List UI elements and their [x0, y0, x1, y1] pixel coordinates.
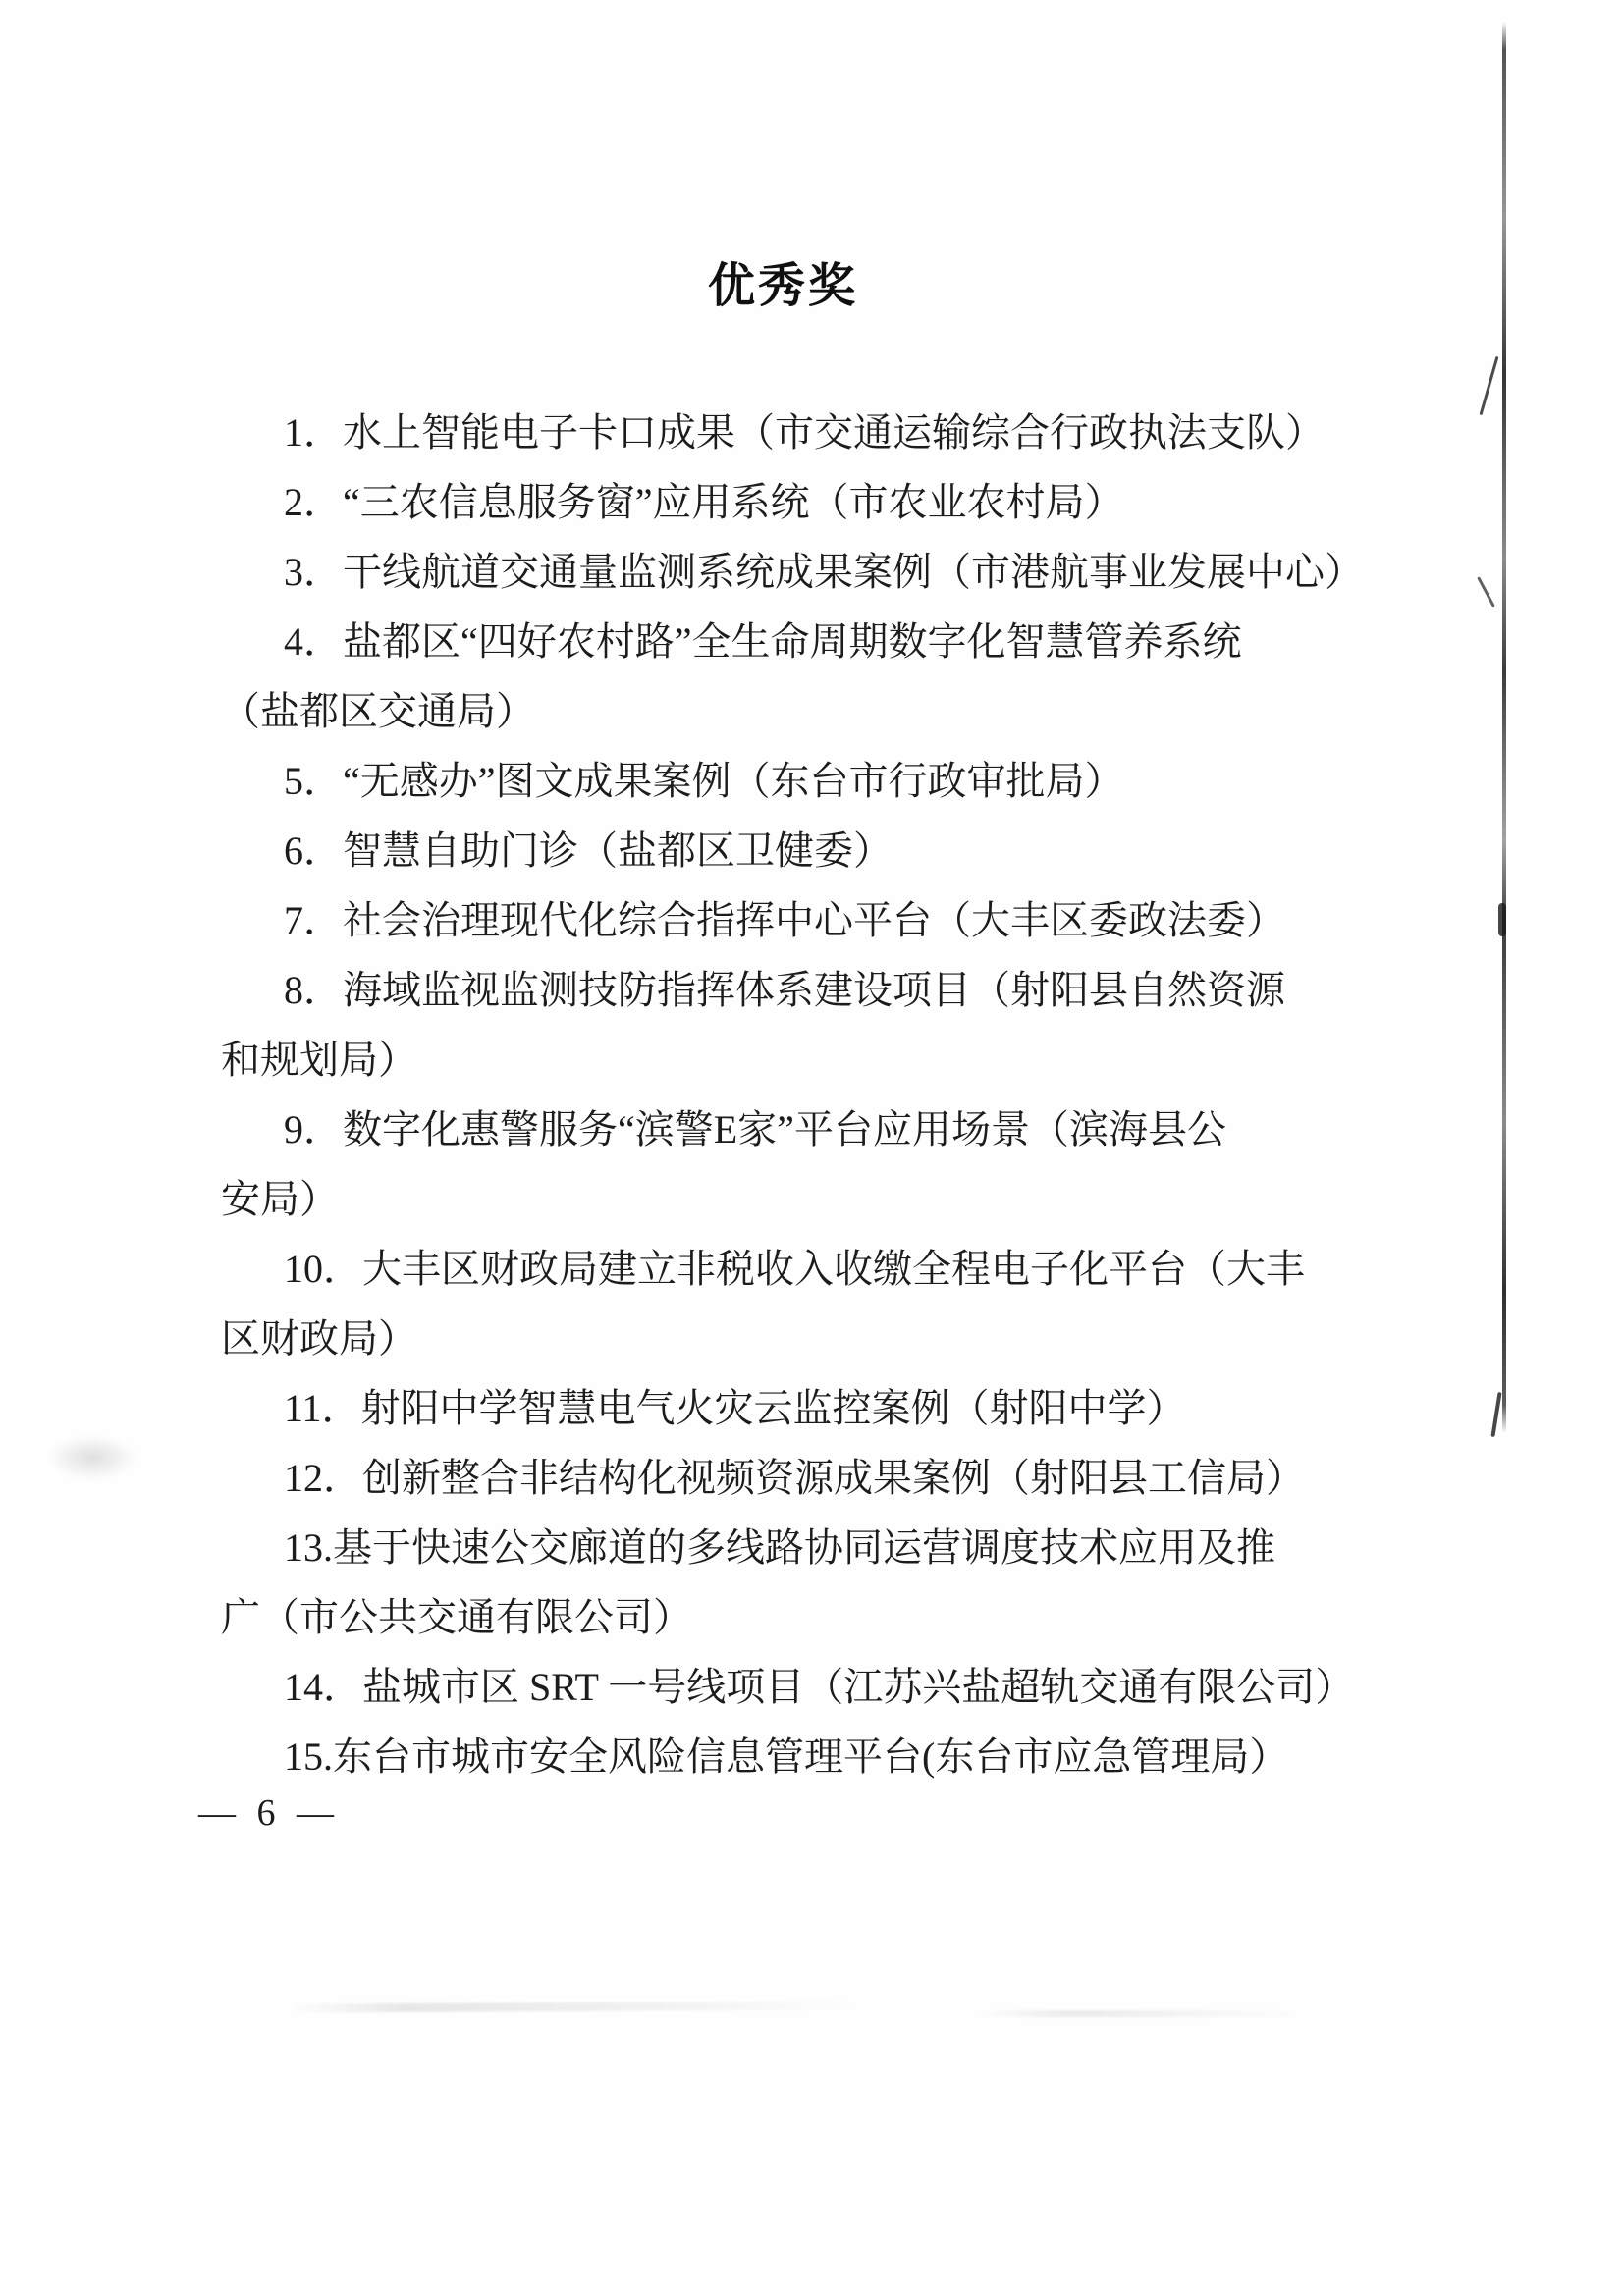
list-item [221, 1095, 1360, 1234]
list-item [221, 1513, 1360, 1652]
list-item-line: 10．大丰区财政局建立非税收入收缴全程电子化平台（大丰 [284, 1247, 1305, 1291]
scan-artifact-smudge [47, 1435, 137, 1480]
page-number: — 6 — [198, 1792, 340, 1834]
scan-artifact-hook [1490, 1392, 1501, 1437]
list-item [221, 885, 1360, 955]
list-item-line: 3．干线航道交通量监测系统成果案例（市港航事业发展中心） [284, 550, 1364, 594]
list-item-line: 4．盐都区“四好农村路”全生命周期数字化智慧管养系统 [284, 619, 1242, 664]
award-list [221, 398, 1364, 1791]
scan-artifact-vertical-scratch [1502, 22, 1506, 1433]
list-item [221, 816, 1360, 885]
list-item [221, 1373, 1360, 1443]
scan-artifact-tick [1477, 576, 1495, 607]
list-item [221, 398, 1360, 467]
list-item [221, 955, 1360, 1095]
list-item-line: 6．智慧自助门诊（盐都区卫健委） [284, 828, 893, 873]
list-item [221, 607, 1360, 746]
list-item [221, 1443, 1360, 1513]
list-item [221, 1652, 1360, 1722]
scan-artifact-zigzag [1480, 356, 1499, 415]
list-item-line: 8．海域监视监测技防指挥体系建设项目（射阳县自然资源 [284, 968, 1285, 1012]
list-item-line: 13.基于快速公交廊道的多线路协同运营调度技术应用及推 [284, 1525, 1275, 1570]
list-item [221, 1722, 1360, 1791]
list-item-line: 11．射阳中学智慧电气火灾云监控案例（射阳中学） [284, 1386, 1186, 1430]
list-item-line: 15.东台市城市安全风险信息管理平台(东台市应急管理局） [284, 1735, 1289, 1779]
list-item-line: 9．数字化惠警服务“滨警E家”平台应用场景（滨海县公 [284, 1107, 1226, 1151]
list-item [221, 537, 1364, 607]
scan-artifact-streak [293, 2001, 857, 2012]
list-item-line: 区财政局） [221, 1316, 417, 1361]
list-item-line: 12．创新整合非结构化视频资源成果案例（射阳县工信局） [284, 1456, 1305, 1500]
list-item-line: 2．“三农信息服务窗”应用系统（市农业农村局） [284, 480, 1124, 524]
scan-artifact-blob [1498, 903, 1506, 936]
list-item-line: 和规划局） [221, 1038, 417, 1082]
list-item [221, 467, 1360, 537]
list-item-line: 安局） [221, 1177, 339, 1221]
list-item [221, 746, 1360, 816]
list-item-line: 5．“无感办”图文成果案例（东台市行政审批局） [284, 759, 1124, 803]
list-item-line: 广（市公共交通有限公司） [221, 1595, 692, 1639]
list-item-line: 14．盐城市区 SRT 一号线项目（江苏兴盐超轨交通有限公司） [284, 1665, 1355, 1709]
page-title: 优秀奖 [707, 260, 858, 312]
list-item-line: （盐都区交通局） [221, 689, 535, 733]
list-item-line: 1．水上智能电子卡口成果（市交通运输综合行政执法支队） [284, 410, 1325, 454]
list-item [221, 1234, 1360, 1373]
list-item-line: 7．社会治理现代化综合指挥中心平台（大丰区委政法委） [284, 898, 1285, 942]
scan-artifact-streak [977, 2010, 1301, 2017]
